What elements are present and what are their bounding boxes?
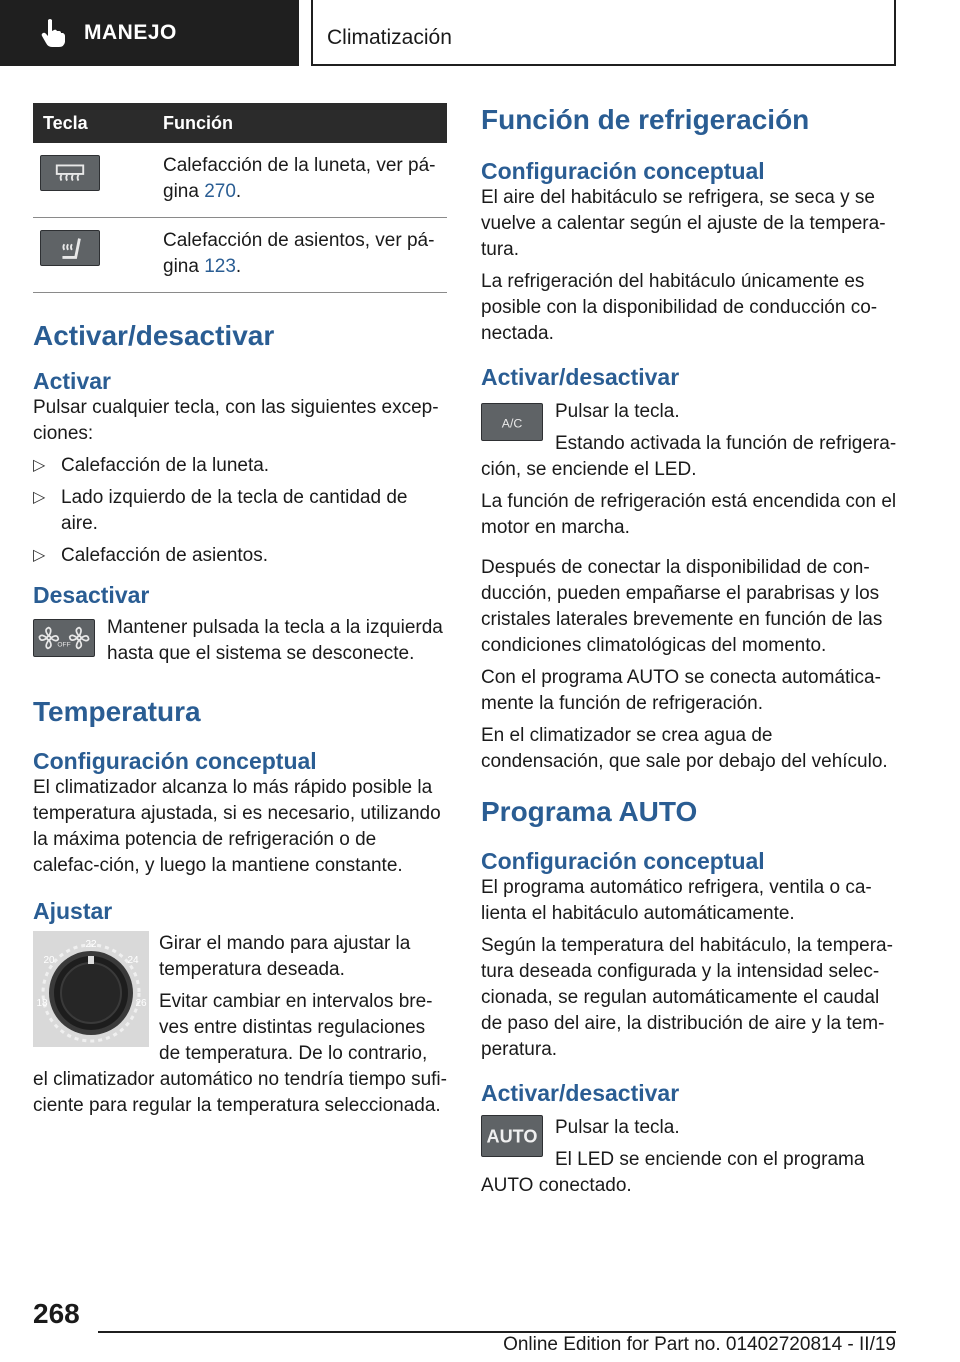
auto-text-2: Según la temperatura del habitáculo, la tempera-tura deseada configurada y la intensidad selec-cionada, se regulan automáticamente el caudal de paso del aire, la distribución de aire y la tem-peratura. bbox=[481, 935, 893, 1060]
svg-text:18: 18 bbox=[36, 998, 48, 1009]
activar-text: Pulsar cualquier tecla, con las siguientes excep-ciones: bbox=[33, 397, 439, 444]
heading-config-refrig: Configuración conceptual bbox=[481, 158, 765, 184]
svg-text:A/C: A/C bbox=[501, 416, 523, 431]
chapter-title: Climatización bbox=[311, 0, 896, 66]
ac-key-icon bbox=[481, 403, 543, 441]
ac-text-1: Pulsar la tecla. bbox=[555, 401, 680, 422]
ac-text-3: La función de refrigeración está encendida con el motor en marcha. bbox=[481, 491, 897, 538]
heading-activar-desactivar: Activar/desactivar bbox=[33, 320, 275, 351]
left-column bbox=[33, 103, 447, 1125]
svg-text:24: 24 bbox=[127, 955, 139, 966]
svg-text:22: 22 bbox=[85, 939, 97, 950]
svg-text:AUTO: AUTO bbox=[486, 1126, 538, 1147]
row-text: Calefacción de la luneta, ver pá-gina bbox=[163, 155, 436, 202]
config-temp-text: El climatizador alcanza lo más rápido posible la temperatura ajustada, si es necesario, utilizando la máxima potencia de refrigeración o de calefac-ción, y luego la mantiene constante. bbox=[33, 777, 441, 876]
auto-text-4: El LED se enciende con el programa AUTO conectado. bbox=[481, 1149, 865, 1196]
desactivar-text: Mantener pulsada la tecla a la izquierda hasta que el sistema se desconecte. bbox=[107, 617, 443, 664]
ac-text-5: Con el programa AUTO se conecta automática-mente la función de refrigeración. bbox=[481, 667, 881, 714]
page-link[interactable]: 270 bbox=[204, 181, 236, 202]
heading-config-temp: Configuración conceptual bbox=[33, 748, 317, 774]
exceptions-list bbox=[33, 453, 447, 569]
svg-text:20: 20 bbox=[43, 955, 55, 966]
table-row: Calefacción de asientos, ver pá-gina 123. bbox=[33, 218, 447, 293]
triangle-bullet-icon: ▷ bbox=[33, 489, 46, 506]
ajustar-text-2: Evitar cambiar en intervalos bre-ves entre distintas regulaciones de temperatura. De lo contrario, el climatizador automático no tendría tiempo sufi-ciente para regular la temperatura seleccionada. bbox=[33, 991, 447, 1116]
refrig-text-1: El aire del habitáculo se refrigera, se seca y se vuelve a calentar según el ajuste de la tempera-tura. bbox=[481, 187, 886, 260]
heading-activar-auto: Activar/desactivar bbox=[481, 1080, 680, 1106]
footer-rule bbox=[98, 1331, 896, 1333]
heading-temperatura: Temperatura bbox=[33, 696, 201, 727]
right-column bbox=[481, 103, 899, 1205]
section-title: MANEJO bbox=[84, 21, 177, 44]
heading-ajustar: Ajustar bbox=[33, 898, 113, 924]
row-text: Calefacción de asientos, ver pá-gina bbox=[163, 230, 435, 277]
heading-programa-auto: Programa AUTO bbox=[481, 796, 698, 827]
refrig-text-2: La refrigeración del habitáculo únicamente es posible con la disponibilidad de conducción co-nectada. bbox=[481, 271, 878, 344]
hand-pointer-icon bbox=[40, 18, 66, 48]
list-item: ▷ Calefacción de la luneta. bbox=[33, 453, 447, 479]
header-section-tab bbox=[0, 0, 299, 66]
heading-funcion-refrigeracion: Función de refrigeración bbox=[481, 104, 810, 135]
page-link[interactable]: 123 bbox=[204, 256, 236, 277]
ac-text-6: En el climatizador se crea agua de condensación, que sale por debajo del vehículo. bbox=[481, 725, 888, 772]
table-row: Calefacción de la luneta, ver pá-gina 270. bbox=[33, 143, 447, 218]
footer-edition: Online Edition for Part no. 01402720814 - II/19 bbox=[503, 1334, 896, 1355]
triangle-bullet-icon: ▷ bbox=[33, 547, 46, 564]
page-number: 268 bbox=[33, 1298, 80, 1329]
heading-activar-ac: Activar/desactivar bbox=[481, 364, 680, 390]
auto-text-1: El programa automático refrigera, ventila o ca-lienta el habitáculo automáticamente. bbox=[481, 877, 872, 924]
temperature-dial-icon bbox=[33, 931, 149, 1047]
heading-desactivar: Desactivar bbox=[33, 582, 150, 608]
list-item: ▷ Calefacción de asientos. bbox=[33, 543, 447, 569]
rear-window-defrost-icon bbox=[40, 155, 100, 191]
auto-text-3: Pulsar la tecla. bbox=[555, 1117, 680, 1138]
ac-text-2: Estando activada la función de refrigera-ción, se enciende el LED. bbox=[481, 433, 897, 480]
key-function-table bbox=[33, 103, 447, 293]
table-header-key: Tecla bbox=[33, 103, 163, 143]
svg-text:26: 26 bbox=[135, 998, 147, 1009]
list-item: ▷ Lado izquierdo de la tecla de cantidad de aire. bbox=[33, 487, 408, 534]
heading-activar: Activar bbox=[33, 368, 111, 394]
table-header-function: Función bbox=[163, 103, 447, 143]
heading-config-auto: Configuración conceptual bbox=[481, 848, 765, 874]
triangle-bullet-icon: ▷ bbox=[33, 457, 46, 474]
seat-heating-icon bbox=[40, 230, 100, 266]
ajustar-text-1: Girar el mando para ajustar la temperatura deseada. bbox=[159, 933, 411, 980]
ac-text-4: Después de conectar la disponibilidad de con-ducción, pueden empañarse el parabrisas y los cristales laterales brevemente en función de las condiciones climatológicas del momento. bbox=[481, 557, 883, 656]
svg-text:OFF: OFF bbox=[57, 641, 71, 649]
auto-key-icon bbox=[481, 1115, 543, 1157]
fan-off-icon bbox=[33, 619, 95, 657]
